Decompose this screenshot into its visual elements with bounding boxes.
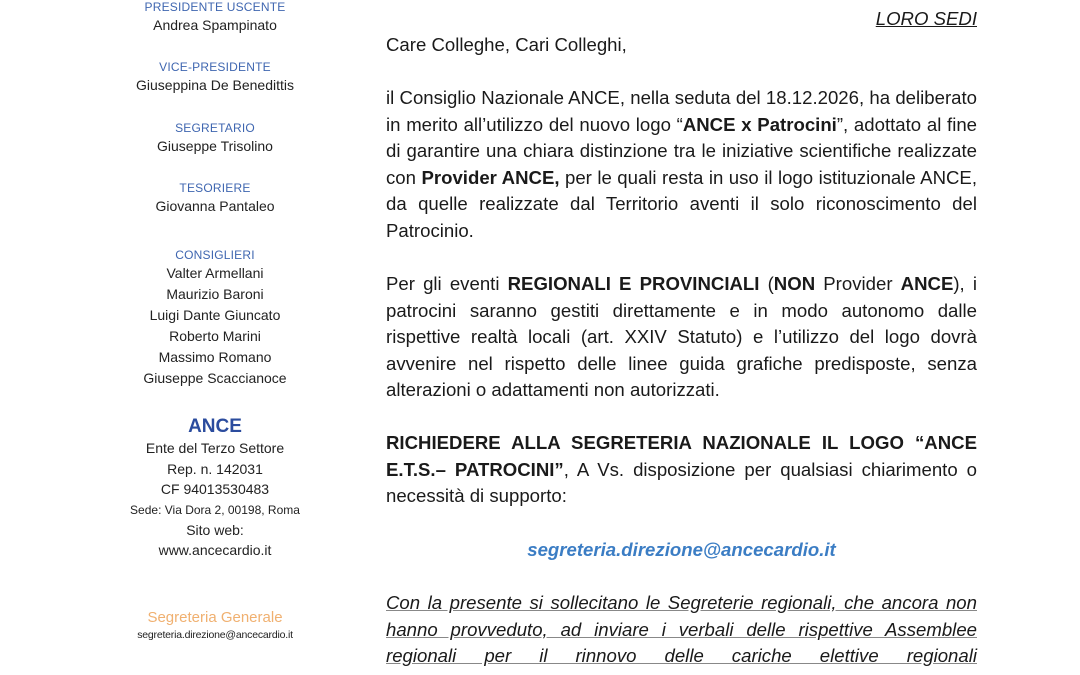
text: Provider [815, 273, 901, 294]
member-name: Valter Armellani [166, 265, 264, 281]
bold-text: Provider ANCE, [421, 166, 560, 188]
org-line: Sito web: [186, 521, 244, 538]
text: il Consiglio Nazionale ANCE, nella seduta del 18.12.2026, ha deliberato in merito all’utilizzo del nuovo logo “ [386, 87, 977, 135]
role-label: SEGRETARIO [175, 121, 255, 135]
role-label: TESORIERE [179, 181, 251, 195]
text: ), i patrocini saranno gestiti direttamente e in modo autonomo dalle rispettive realtà locali (art. XXIV Statuto) e l’utilizzo del logo dovrà avvenire nel rispetto delle linee guida grafiche predisposte, senza alterazioni o adattamenti non autorizzati. [386, 273, 977, 401]
org-website: www.ancecardio.it [158, 542, 272, 558]
section-tesoriere [100, 181, 330, 216]
org-line: Rep. n. 142031 [167, 460, 263, 477]
bold-text: NON [773, 273, 816, 294]
member-name: Maurizio Baroni [166, 286, 264, 302]
contact-email-link[interactable]: segreteria.direzione@ancecardio.it [527, 539, 836, 560]
closing-paragraph: Con la presente si sollecitano le Segreterie regionali, che ancora non hanno provveduto, ad inviare i verbali delle rispettive Assemblee regionali per il rinnovo delle cariche elettive regionali [386, 592, 977, 667]
org-address: Sede: Via Dora 2, 00198, Roma [130, 502, 300, 517]
paragraph-1 [386, 85, 977, 245]
bold-text: REGIONALI E PROVINCIALI [507, 273, 760, 294]
bold-text: RICHIEDERE ALLA SEGRETERIA NAZIONALE IL LOGO “ANCE E.T.S.– PATROCINI” [386, 432, 977, 480]
member-name: Luigi Dante Giuncato [149, 307, 281, 323]
role-label: VICE-PRESIDENTE [159, 60, 271, 74]
section-vice-presidente [100, 60, 330, 95]
org-line: CF 94013530483 [160, 481, 270, 497]
secretariat-title: Segreteria Generale [147, 609, 283, 626]
paragraph-2 [386, 271, 977, 404]
paragraph-3 [386, 430, 977, 510]
bold-text: ANCE [900, 273, 954, 294]
member-name: Massimo Romano [158, 349, 272, 365]
role-label: CONSIGLIERI [175, 248, 255, 262]
member-name: Giuseppina De Benedittis [136, 77, 294, 93]
recipient-suffix: LORO SEDI [875, 8, 977, 29]
section-segretario [100, 121, 330, 156]
role-label: PRESIDENTE USCENTE [144, 0, 286, 14]
org-line: Ente del Terzo Settore [145, 440, 285, 456]
text: ( [759, 273, 774, 294]
section-presidente [100, 0, 330, 35]
section-consiglieri [100, 248, 330, 389]
org-name: ANCE [188, 416, 242, 437]
secretariat-email: segreteria.direzione@ancecardio.it [137, 629, 293, 641]
member-name: Giuseppe Scaccianoce [143, 370, 287, 386]
member-name: Roberto Marini [169, 328, 261, 344]
member-name: Giuseppe Trisolino [157, 138, 273, 154]
greeting: Care Colleghe, Cari Colleghi, [386, 34, 627, 55]
member-name: Andrea Spampinato [153, 17, 277, 33]
text: per le quali resta in uso il logo istituzionale ANCE, da quelle realizzate dal Territorio aventi il solo riconoscimento del Patrocinio. [386, 166, 977, 241]
text: , A Vs. disposizione per qualsiasi chiarimento o necessità di supporto: [386, 458, 978, 507]
org-info [100, 416, 330, 561]
text: Per gli eventi [386, 273, 508, 294]
bold-text: ANCE x Patrocini [682, 113, 837, 135]
secretariat [100, 608, 330, 642]
text: ”, adottato al fine di garantire una chiara distinzione tra le iniziative scientifiche realizzate con [386, 113, 978, 188]
member-name: Giovanna Pantaleo [155, 198, 275, 214]
